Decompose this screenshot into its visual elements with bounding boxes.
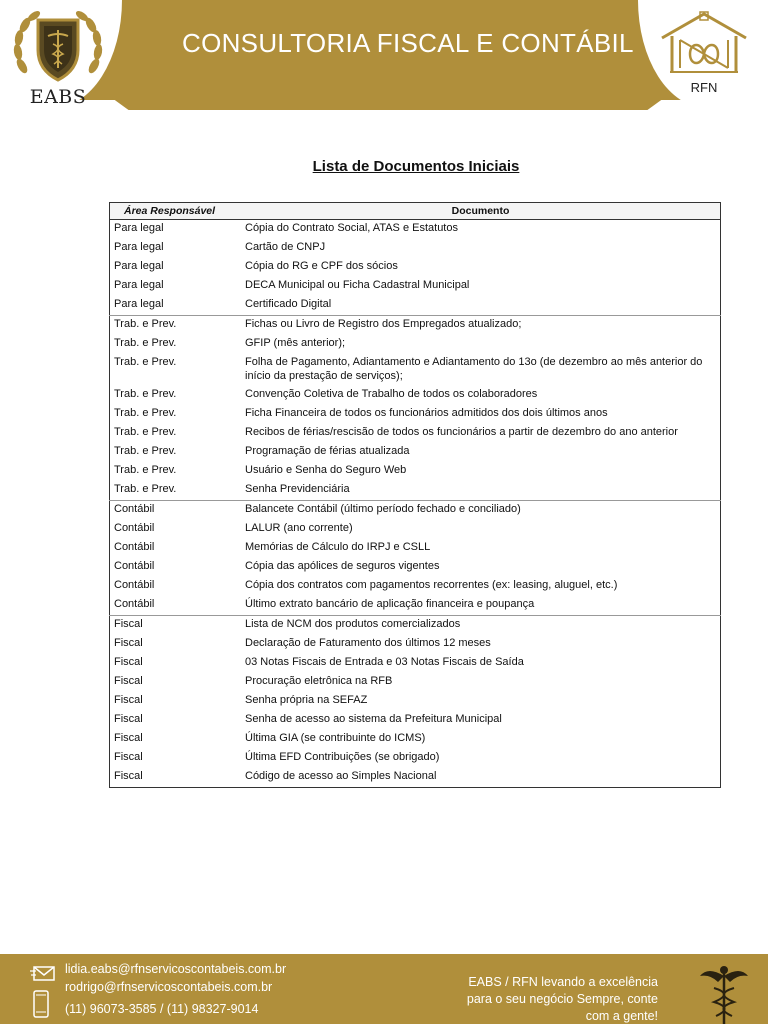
table-row [110, 354, 721, 386]
table-row [110, 635, 721, 654]
row-document: LALUR (ano corrente) [245, 522, 353, 534]
email-link-rodrigo[interactable]: rodrigo@rfnservicoscontabeis.com.br [65, 980, 273, 994]
table-row [110, 539, 721, 558]
row-area: Contábil [114, 560, 155, 572]
table-row [110, 443, 721, 462]
rfn-logo-text: RFN [690, 80, 718, 95]
row-area: Fiscal [114, 751, 143, 763]
row-area: Contábil [114, 522, 155, 534]
row-area: Para legal [114, 279, 164, 291]
eabs-logo-text: EABS [29, 86, 87, 108]
table-row [110, 462, 721, 481]
table-row [110, 711, 721, 730]
table-row [110, 220, 721, 240]
house-infinity-icon [656, 10, 752, 80]
row-area: Trab. e Prev. [114, 483, 177, 495]
row-area: Trab. e Prev. [114, 445, 177, 457]
row-document: Senha própria na SEFAZ [245, 694, 368, 706]
rfn-house-logo [656, 10, 752, 100]
row-document: Fichas ou Livro de Registro dos Empregados atualizado; [241, 316, 721, 336]
row-document: Procuração eletrônica na RFB [245, 675, 393, 687]
documents-table [109, 202, 721, 788]
table-row [110, 335, 721, 354]
table-row [110, 749, 721, 768]
row-document: 03 Notas Fiscais de Entrada e 03 Notas Fiscais de Saída [245, 656, 524, 668]
row-area: Fiscal [114, 656, 143, 668]
row-area: Contábil [114, 579, 155, 591]
table-row [110, 692, 721, 711]
header-stripe [112, 98, 664, 110]
table-row [110, 730, 721, 749]
row-document: Ficha Financeira de todos os funcionários admitidos dos dois últimos anos [245, 407, 608, 419]
row-area: Trab. e Prev. [114, 426, 177, 438]
column-header-area: Área Responsável [110, 203, 242, 220]
table-row [110, 277, 721, 296]
table-row [110, 481, 721, 501]
row-document: Folha de Pagamento, Adiantamento e Adiantamento do 13o (de dezembro ao mês anterior do início da prestação de serviços); [245, 356, 703, 382]
row-area: Fiscal [110, 616, 242, 636]
table-row [110, 316, 721, 336]
caduceus-icon [696, 962, 752, 1024]
table-row [110, 386, 721, 405]
table-row [110, 424, 721, 443]
row-area: Para legal [114, 241, 164, 253]
table-row [110, 654, 721, 673]
row-area: Fiscal [114, 675, 143, 687]
table-row [110, 296, 721, 316]
row-document: Último extrato bancário de aplicação financeira e poupança [245, 598, 535, 610]
row-area: Para legal [114, 222, 164, 234]
row-document: Recibos de férias/rescisão de todos os funcionários a partir de dezembro do ano anterior [245, 426, 678, 438]
row-area: Contábil [114, 598, 155, 610]
row-area: Fiscal [114, 732, 143, 744]
row-document: Cópia do Contrato Social, ATAS e Estatutos [245, 222, 458, 234]
email-link-lidia[interactable]: lidia.eabs@rfnservicoscontabeis.com.br [65, 962, 287, 976]
row-area: Trab. e Prev. [114, 464, 177, 476]
table-row [110, 596, 721, 616]
phone-numbers: (11) 96073-3585 / (11) 98327-9014 [65, 1002, 259, 1016]
row-document: Declaração de Faturamento dos últimos 12 meses [245, 637, 491, 649]
column-header-document: Documento [241, 203, 721, 220]
row-document: Senha Previdenciária [245, 483, 350, 495]
header-title: CONSULTORIA FISCAL E CONTÁBIL [182, 28, 634, 58]
page-footer [0, 954, 768, 1024]
row-area: Trab. e Prev. [114, 388, 177, 400]
row-document: Cópia das apólices de seguros vigentes [245, 560, 440, 572]
row-area: Fiscal [114, 637, 143, 649]
row-document: Convenção Coletiva de Trabalho de todos os colaboradores [245, 388, 538, 400]
row-document: Usuário e Senha do Seguro Web [245, 464, 407, 476]
table-row [110, 520, 721, 539]
phone-icon [33, 990, 49, 1018]
row-document: Cartão de CNPJ [245, 241, 326, 253]
row-document: Memórias de Cálculo do IRPJ e CSLL [245, 541, 431, 553]
row-document: Cópia do RG e CPF dos sócios [245, 260, 398, 272]
row-document: Certificado Digital [245, 298, 332, 310]
row-area: Trab. e Prev. [114, 337, 177, 349]
eabs-crest-logo [8, 6, 108, 108]
row-document: Programação de férias atualizada [245, 445, 410, 457]
table-row [110, 558, 721, 577]
row-document: Cópia dos contratos com pagamentos recorrentes (ex: leasing, aluguel, etc.) [245, 579, 618, 591]
table-row [110, 673, 721, 692]
row-area: Contábil [114, 541, 155, 553]
row-document: Lista de NCM dos produtos comercializados [241, 616, 721, 636]
row-area: Fiscal [114, 713, 143, 725]
row-area: Trab. e Prev. [110, 316, 242, 336]
row-area: Contábil [110, 501, 242, 521]
laurel-shield-icon [8, 6, 108, 88]
row-area: Fiscal [114, 770, 143, 782]
table-row [110, 768, 721, 788]
row-document: Balancete Contábil (último período fechado e conciliado) [241, 501, 721, 521]
footer-contacts [65, 960, 286, 1018]
row-document: Última EFD Contribuições (se obrigado) [245, 751, 440, 763]
row-area: Trab. e Prev. [114, 407, 177, 419]
row-document: Última GIA (se contribuinte do ICMS) [245, 732, 426, 744]
row-document: GFIP (mês anterior); [245, 337, 346, 349]
page-header [0, 0, 768, 112]
footer-slogan: EABS / RFN levando a excelência para o seu negócio Sempre, conte com a gente! [466, 975, 658, 1023]
row-document: Senha de acesso ao sistema da Prefeitura Municipal [245, 713, 502, 725]
table-header-row [110, 203, 721, 220]
row-area: Para legal [114, 260, 164, 272]
row-area: Trab. e Prev. [114, 356, 177, 368]
table-row [110, 258, 721, 277]
table-row [110, 501, 721, 521]
table-row [110, 577, 721, 596]
table-row [110, 616, 721, 636]
table-row [110, 405, 721, 424]
row-area: Fiscal [114, 694, 143, 706]
row-document: Código de acesso ao Simples Nacional [245, 770, 437, 782]
table-row [110, 239, 721, 258]
document-title: Lista de Documentos Iniciais [312, 158, 520, 175]
mail-icon [30, 962, 56, 982]
row-document: DECA Municipal ou Ficha Cadastral Municipal [245, 279, 470, 291]
row-area: Para legal [114, 298, 164, 310]
